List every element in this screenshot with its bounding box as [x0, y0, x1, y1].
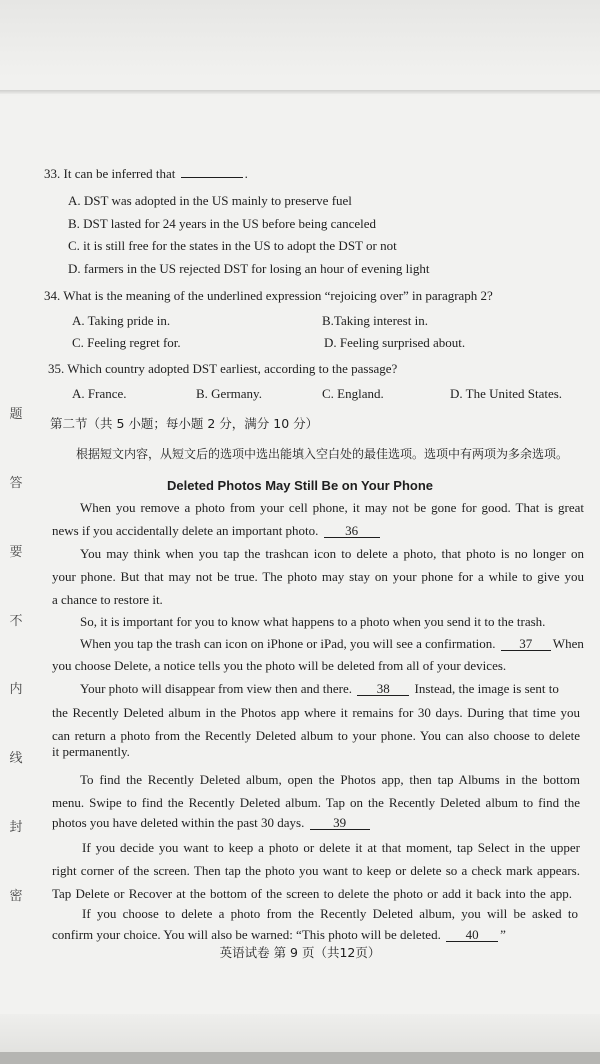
passage-line: Your photo will disappear from view then and there. 38 Instead, the image is sent to: [80, 681, 559, 696]
passage-line: confirm your choice. You will also be warned: “This photo will be deleted. 40 ”: [52, 927, 506, 942]
passage-line: To find the Recently Deleted album, open the Photos app, then tap Albums in the bottom: [80, 772, 580, 787]
passage-line: your phone. But that may not be true. The photo may stay on your phone for a while to give you: [52, 569, 584, 584]
passage-line: can return a photo from the Recently Deleted album to your phone. You can also choose to delete: [52, 728, 580, 743]
blank-37: 37: [501, 637, 551, 651]
blank-39: 39: [310, 816, 370, 830]
q33-option-a: A. DST was adopted in the US mainly to preserve fuel: [68, 193, 352, 208]
passage-line: you choose Delete, a notice tells you the photo will be deleted from all of your devices.: [52, 658, 507, 673]
passage-title: Deleted Photos May Still Be on Your Phone: [166, 478, 434, 493]
passage-line: right corner of the screen. Then tap the photo you want to keep or delete so a check mark appears.: [52, 863, 580, 878]
passage-line: a chance to restore it.: [52, 592, 163, 607]
answer-blank: [181, 177, 243, 178]
page-top-shadow: [0, 0, 600, 96]
blank-38: 38: [357, 682, 409, 696]
passage-line: If you choose to delete a photo from the Recently Deleted album, you will be asked to: [82, 906, 578, 921]
page-top-edge: [0, 90, 600, 94]
seal-char: 封: [9, 820, 23, 836]
passage-line: If you decide you want to keep a photo or delete it at that moment, tap Select in the upper: [82, 840, 580, 855]
seal-char: 密: [9, 888, 23, 904]
q33-option-b: B. DST lasted for 24 years in the US before being canceled: [68, 216, 377, 231]
q35-option-d: D. The United States.: [450, 386, 563, 401]
blank-36: 36: [324, 524, 380, 538]
page-bottom-strip: [0, 1052, 600, 1064]
passage-line: menu. Swipe to find the Recently Deleted album. Tap on the Recently Deleted album to find the: [52, 795, 580, 810]
passage-line: it permanently.: [52, 744, 130, 759]
section-2-heading: 第二节（共 5 小题；每小题 2 分，满分 10 分）: [50, 416, 319, 431]
q35-option-a: A. France.: [72, 386, 127, 401]
passage-line: the Recently Deleted album in the Photos app where it remains for 30 days. During that time you: [52, 705, 580, 720]
q34-option-d: D. Feeling surprised about.: [324, 335, 466, 350]
q34-option-a: A. Taking pride in.: [72, 313, 171, 328]
passage-line: So, it is important for you to know what happens to a photo when you send it to the trash.: [80, 614, 546, 629]
passage-line: Tap Delete or Recover at the bottom of the screen to delete the photo or add it back into the app.: [52, 886, 572, 901]
question-33-stem: 33. It can be inferred that .: [44, 166, 248, 181]
seal-char: 要: [9, 544, 23, 560]
page-footer: 英语试卷 第 9 页（共12页）: [219, 945, 381, 960]
q33-option-c: C. it is still free for the states in the US to adopt the DST or not: [68, 238, 397, 253]
blank-40: 40: [446, 928, 498, 942]
passage-line: You may think when you tap the trashcan icon to delete a photo, that photo is no longer on: [80, 546, 584, 561]
question-35-stem: 35. Which country adopted DST earliest, according to the passage?: [48, 361, 398, 376]
seal-char: 题: [9, 407, 23, 422]
section-2-instruction: 根据短文内容，从短文后的选项中选出能填入空白处的最佳选项。选项中有两项为多余选项。: [76, 447, 569, 461]
seal-char: 不: [9, 613, 23, 629]
passage-line: When you tap the trash can icon on iPhone or iPad, you will see a confirmation. 37 When: [80, 636, 584, 651]
question-34-stem: 34. What is the meaning of the underlined expression “rejoicing over” in paragraph 2?: [44, 288, 493, 303]
q35-option-b: B. Germany.: [196, 386, 262, 401]
seal-char: 答: [9, 475, 23, 491]
q34-option-b: B.Taking interest in.: [322, 313, 428, 328]
passage-line: news if you accidentally delete an important photo. 36: [52, 523, 382, 539]
q34-option-c: C. Feeling regret for.: [72, 335, 181, 350]
q35-option-c: C. England.: [322, 386, 384, 401]
seal-char: 内: [9, 682, 23, 698]
q33-option-d: D. farmers in the US rejected DST for losing an hour of evening light: [68, 261, 430, 276]
passage-line: photos you have deleted within the past 30 days. 39: [52, 815, 372, 831]
seal-char: 线: [9, 751, 23, 767]
passage-line: When you remove a photo from your cell phone, it may not be gone for good. That is great: [80, 500, 584, 515]
